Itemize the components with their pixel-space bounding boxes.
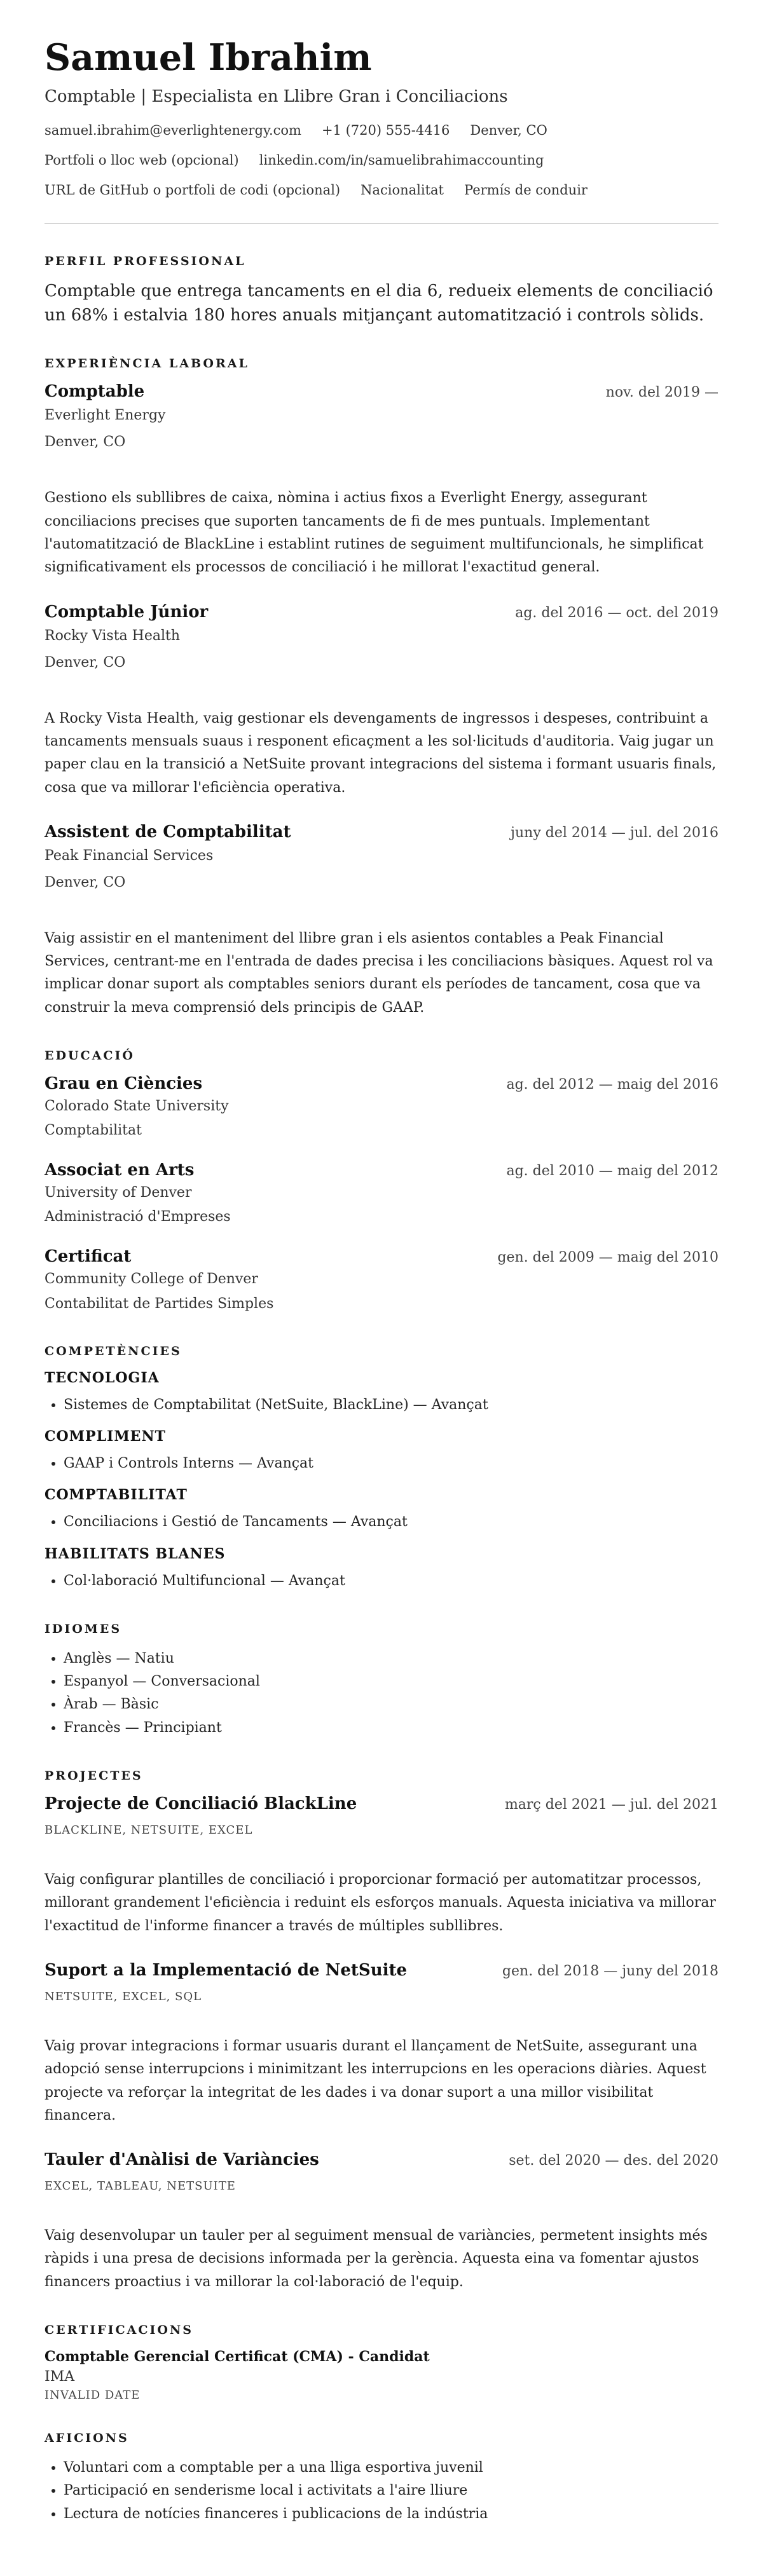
languages-section: [45, 1622, 718, 1740]
phone-text: +1 (720) 555-4416: [321, 122, 450, 138]
education-entry: [45, 1247, 718, 1314]
projects-section: [45, 1769, 718, 2294]
skill-list: [45, 1511, 718, 1534]
degree-title: Associat en Arts: [45, 1161, 195, 1180]
field-of-study: Contabilitat de Partides Simples: [45, 1295, 274, 1312]
nationality-text: Nacionalitat: [361, 182, 444, 198]
profile-section: [45, 254, 718, 327]
project-description: Vaig desenvolupar un tauler per al seguiment mensual de variàncies, permetent insights més ràpids i una presa de decisions informada per la gerència. Aquesta eina va fomentar ajustos financers proactius i va millorar la col·laboració de l'equip.: [45, 2228, 708, 2290]
experience-section: [45, 357, 718, 1019]
language-item: • Àrab — Bàsic: [64, 1693, 718, 1716]
experience-entry: [45, 603, 718, 800]
project-name: Tauler d'Anàlisi de Variàncies: [45, 2150, 319, 2170]
education-dates: ag. del 2010 — maig del 2012: [506, 1163, 718, 1180]
school-name: Colorado State University: [45, 1098, 229, 1115]
section-title-hobbies: AFICIONS: [45, 2430, 129, 2445]
education-dates: gen. del 2009 — maig del 2010: [497, 1250, 718, 1266]
experience-entry: [45, 382, 718, 579]
driving-license-text: Permís de conduir: [464, 182, 588, 198]
job-location: Denver, CO: [45, 874, 126, 890]
section-title-profile: PERFIL PROFESSIONAL: [45, 254, 246, 268]
section-title-projects: PROJECTES: [45, 1769, 143, 1783]
job-title: Comptable: [45, 382, 145, 402]
github-link[interactable]: URL de GitHub o portfoli de codi (opcional): [45, 182, 341, 198]
section-title-skills: COMPETÈNCIES: [45, 1344, 182, 1358]
profile-summary: Comptable que entrega tancaments en el dia 6, redueix elements de conciliació un 68% i estalvia 180 hores anuals mitjançant automatització i controls sòlids.: [45, 281, 713, 325]
project-tech: EXCEL, TABLEAU, NETSUITE: [45, 2179, 236, 2193]
contact-row-3: [45, 181, 718, 200]
skill-category: HABILITATS BLANES: [45, 1545, 226, 1562]
location-text: Denver, CO: [470, 122, 547, 138]
education-dates: ag. del 2012 — maig del 2016: [506, 1077, 718, 1093]
job-title: Comptable Júnior: [45, 602, 209, 622]
project-entry: [45, 1794, 718, 1938]
certification-date: INVALID DATE: [45, 2388, 141, 2402]
headline: Comptable | Especialista en Llibre Gran i Conciliacions: [45, 86, 508, 106]
hobby-item: • Participació en senderisme local i activitats a l'aire lliure: [64, 2479, 718, 2502]
field-of-study: Administració d'Empreses: [45, 1209, 231, 1225]
project-entry: [45, 2150, 718, 2294]
section-title-languages: IDIOMES: [45, 1621, 122, 1636]
skill-category: COMPLIMENT: [45, 1428, 166, 1445]
school-name: University of Denver: [45, 1185, 192, 1201]
education-section: [45, 1049, 718, 1315]
skill-category: TECNOLOGIA: [45, 1369, 160, 1386]
job-description: Gestiono els subllibres de caixa, nòmina i actius fixos a Everlight Energy, assegurant conciliacions precises que suporten tancaments de fi de mes puntuals. Implementant l'automatització de BlackLine i establint rutines de seguiment multifuncionals, he simplificat significativament els processos de conciliació i he millorat l'exactitud general.: [45, 490, 704, 576]
section-title-education: EDUCACIÓ: [45, 1049, 135, 1063]
resume-header: [45, 38, 718, 200]
skill-list: [45, 1394, 718, 1417]
project-dates: gen. del 2018 — juny del 2018: [502, 1963, 718, 1979]
skill-item: • Col·laboració Multifuncional — Avançat: [64, 1570, 718, 1593]
job-location: Denver, CO: [45, 434, 126, 451]
language-item: • Anglès — Natiu: [64, 1647, 718, 1670]
job-dates: nov. del 2019 —: [605, 385, 718, 401]
school-name: Community College of Denver: [45, 1271, 258, 1288]
project-dates: set. del 2020 — des. del 2020: [509, 2153, 718, 2169]
field-of-study: Comptabilitat: [45, 1122, 142, 1139]
skill-category: COMPTABILITAT: [45, 1487, 188, 1504]
skills-section: [45, 1344, 718, 1593]
hobbies-section: [45, 2431, 718, 2526]
language-list: [45, 1647, 718, 1740]
project-entry: [45, 1961, 718, 2127]
project-description: Vaig provar integracions i formar usuaris durant el llançament de NetSuite, assegurant una adopció sense interrupcions i minimitzant les interrupcions en les operacions diàries. Aquest projecte va reforçar la integritat de les dades i va donar suport a una millor visibilitat financera.: [45, 2038, 706, 2123]
certifications-section: [45, 2323, 718, 2402]
hobby-item: • Voluntari com a comptable per a una lliga esportiva juvenil: [64, 2457, 718, 2479]
skill-item: • Conciliacions i Gestió de Tancaments — Avançat: [64, 1511, 718, 1534]
certification-issuer: IMA: [45, 2368, 75, 2385]
education-entry: [45, 1074, 718, 1141]
job-location: Denver, CO: [45, 654, 126, 671]
skill-list: [45, 1452, 718, 1475]
section-title-certifications: CERTIFICACIONS: [45, 2322, 193, 2337]
hobby-item: • Lectura de notícies financeres i publicacions de la indústria: [64, 2503, 718, 2526]
project-dates: març del 2021 — jul. del 2021: [504, 1797, 718, 1813]
certification-name: Comptable Gerencial Certificat (CMA) - Candidat: [45, 2348, 430, 2365]
header-divider: [45, 223, 718, 224]
company-name: Peak Financial Services: [45, 847, 214, 864]
education-entry: [45, 1161, 718, 1228]
candidate-name: Samuel Ibrahim: [45, 36, 372, 79]
company-name: Rocky Vista Health: [45, 627, 181, 644]
section-title-experience: EXPERIÈNCIA LABORAL: [45, 357, 249, 371]
linkedin-link[interactable]: linkedin.com/in/samuelibrahimaccounting: [259, 153, 544, 168]
project-name: Projecte de Conciliació BlackLine: [45, 1794, 357, 1814]
job-description: A Rocky Vista Health, vaig gestionar els devengaments de ingressos i despeses, contribuint a tancaments mensuals suaus i responent eficaçment a les sol·licituds d'auditoria. Vaig jugar un paper clau en la transició a NetSuite provant integracions del sistema i formant usuaris finals, cosa que va millorar l'eficiència operativa.: [45, 710, 717, 796]
experience-entry: [45, 822, 718, 1019]
skill-list: [45, 1570, 718, 1593]
job-dates: ag. del 2016 — oct. del 2019: [515, 604, 718, 621]
email-link[interactable]: samuel.ibrahim@everlightenergy.com: [45, 122, 301, 138]
degree-title: Certificat: [45, 1247, 132, 1267]
contact-row-1: [45, 121, 718, 140]
portfolio-link[interactable]: Portfoli o lloc web (opcional): [45, 153, 239, 168]
job-description: Vaig assistir en el manteniment del llibre gran i els asientos contables a Peak Financial Services, centrant-me en l'entrada de dades precisa i les conciliacions bàsiques. Aquest rol va implicar donar suport als comptables seniors durant els períodes de tancament, cosa que va construir la meva comprensió dels principis de GAAP.: [45, 930, 713, 1016]
company-name: Everlight Energy: [45, 407, 166, 424]
project-name: Suport a la Implementació de NetSuite: [45, 1960, 408, 1980]
job-dates: juny del 2014 — jul. del 2016: [511, 824, 718, 841]
project-tech: BLACKLINE, NETSUITE, EXCEL: [45, 1823, 253, 1837]
project-tech: NETSUITE, EXCEL, SQL: [45, 1989, 202, 2003]
project-description: Vaig configurar plantilles de conciliació i proporcionar formació per automatitzar processos, millorant grandement l'eficiència i reduint els esforços manuals. Aquesta iniciativa va millorar l'exactitud de l'informe financer a través de múltiples subllibres.: [45, 1872, 716, 1934]
hobby-list: [45, 2457, 718, 2526]
skill-item: • Sistemes de Comptabilitat (NetSuite, BlackLine) — Avançat: [64, 1394, 718, 1417]
contact-row-2: [45, 151, 718, 170]
job-title: Assistent de Comptabilitat: [45, 822, 291, 842]
language-item: • Espanyol — Conversacional: [64, 1670, 718, 1693]
skill-item: • GAAP i Controls Interns — Avançat: [64, 1452, 718, 1475]
language-item: • Francès — Principiant: [64, 1717, 718, 1740]
degree-title: Grau en Ciències: [45, 1074, 203, 1094]
